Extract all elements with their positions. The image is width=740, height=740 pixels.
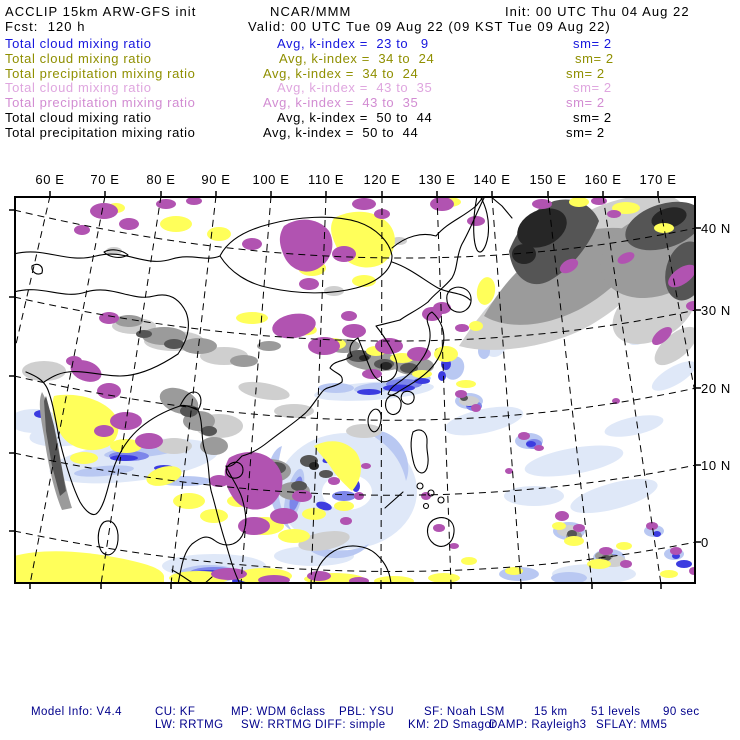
sf-scheme: SF: Noah LSM bbox=[424, 706, 505, 718]
legend-sm: sm= 2 bbox=[573, 36, 612, 51]
legend-label: Total precipitation mixing ratio bbox=[5, 95, 196, 111]
levels: 51 levels bbox=[591, 706, 641, 718]
legend-kindex: Avg, k-index = 50 to 44 bbox=[263, 124, 419, 140]
legend-sm: sm= 2 bbox=[566, 95, 605, 111]
sw-scheme: SW: RRTMG bbox=[241, 719, 312, 731]
mp-scheme: MP: WDM 6class bbox=[231, 706, 326, 718]
org-label: NCAR/MMM bbox=[270, 4, 352, 19]
cu-scheme: CU: KF bbox=[155, 706, 196, 718]
forecast-hour: Fcst: 120 h bbox=[5, 19, 86, 34]
lon-tick-label: 160 E bbox=[584, 172, 622, 187]
legend-kindex: Avg, k-index = 43 to 35 bbox=[263, 95, 419, 111]
lon-tick-label: 110 E bbox=[307, 172, 345, 187]
damp-scheme: DAMP: Rayleigh3 bbox=[489, 719, 587, 731]
legend-kindex: Avg, k-index = 34 to 24 bbox=[263, 65, 419, 81]
lon-tick-label: 80 E bbox=[146, 172, 176, 187]
legend-sm: sm= 2 bbox=[575, 50, 614, 66]
timestep: 90 sec bbox=[663, 706, 700, 718]
init-time: Init: 00 UTC Thu 04 Aug 22 bbox=[505, 4, 690, 19]
legend-label: Total precipitation mixing ratio bbox=[5, 65, 196, 81]
lat-tick-label: 30 N bbox=[701, 303, 731, 318]
lon-tick-label: 140 E bbox=[473, 172, 511, 187]
lw-scheme: LW: RRTMG bbox=[155, 719, 224, 731]
sflay-scheme: SFLAY: MM5 bbox=[596, 719, 668, 731]
lon-tick-label: 130 E bbox=[418, 172, 456, 187]
km-scheme: KM: 2D Smagor bbox=[408, 719, 496, 731]
lon-tick-label: 100 E bbox=[252, 172, 290, 187]
lat-tick-label: 40 N bbox=[701, 221, 731, 236]
diff-scheme: DIFF: simple bbox=[315, 719, 386, 731]
map-canvas bbox=[14, 196, 696, 584]
lon-tick-label: 150 E bbox=[529, 172, 567, 187]
lat-tick-label: 0 bbox=[701, 535, 709, 550]
legend-kindex: Avg, k-index = 23 to 9 bbox=[277, 36, 429, 51]
lon-tick-label: 170 E bbox=[639, 172, 677, 187]
legend-kindex: Avg, k-index = 50 to 44 bbox=[277, 110, 433, 125]
legend-label: Total cloud mixing ratio bbox=[5, 50, 152, 66]
legend-sm: sm= 2 bbox=[573, 110, 612, 125]
lon-tick-label: 120 E bbox=[363, 172, 401, 187]
model-title: ACCLIP 15km ARW-GFS init bbox=[5, 4, 197, 19]
legend-label: Total cloud mixing ratio bbox=[5, 80, 152, 96]
lat-tick-label: 10 N bbox=[701, 458, 731, 473]
legend-sm: sm= 2 bbox=[573, 80, 612, 96]
lat-tick-label: 20 N bbox=[701, 381, 731, 396]
legend-label: Total cloud mixing ratio bbox=[5, 36, 152, 51]
lon-tick-label: 70 E bbox=[90, 172, 120, 187]
legend-label: Total precipitation mixing ratio bbox=[5, 124, 196, 140]
legend-label: Total cloud mixing ratio bbox=[5, 110, 152, 125]
model-version: Model Info: V4.4 bbox=[31, 706, 122, 718]
legend-kindex: Avg, k-index = 43 to 35 bbox=[277, 80, 433, 96]
legend-kindex: Avg, k-index = 34 to 24 bbox=[279, 50, 435, 66]
valid-time: Valid: 00 UTC Tue 09 Aug 22 (09 KST Tue 09 Aug 22) bbox=[248, 19, 611, 34]
lon-tick-label: 60 E bbox=[35, 172, 65, 187]
pbl-scheme: PBL: YSU bbox=[339, 706, 395, 718]
lon-tick-label: 90 E bbox=[201, 172, 231, 187]
legend-sm: sm= 2 bbox=[566, 124, 605, 140]
legend-sm: sm= 2 bbox=[566, 65, 605, 81]
grid-spacing: 15 km bbox=[534, 706, 568, 718]
